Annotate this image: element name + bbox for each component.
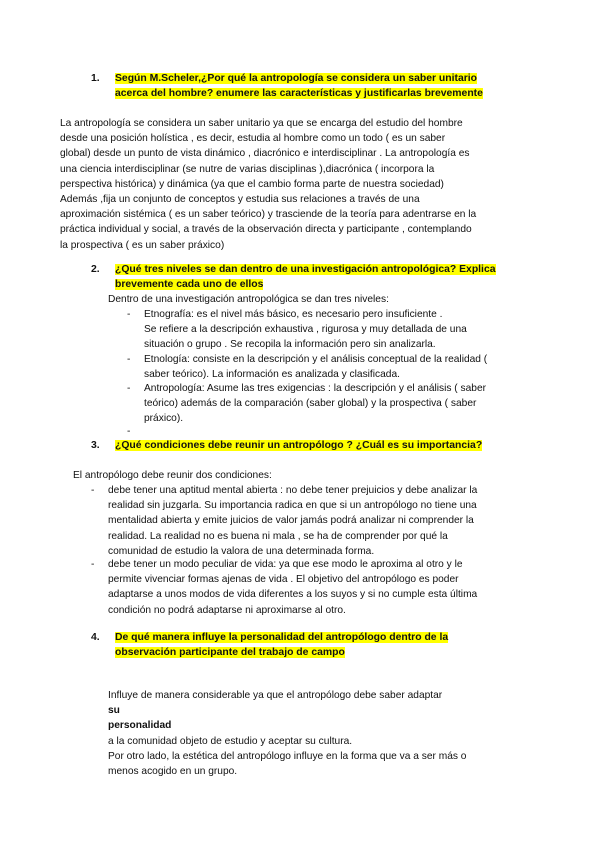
- answer-line: comunidad de estudio la valora de una determinada forma.: [108, 545, 375, 557]
- answer-line: una ciencia interdisciplinar (se nutre de varias disciplinas ),diacrónica ( incorpora la: [60, 163, 435, 175]
- question-4: [91, 630, 448, 660]
- answer-text: Influye de manera considerable ya que el antropólogo debe saber adaptar: [108, 690, 443, 701]
- question-text: De qué manera influye la personalidad del antropólogo dentro de la: [115, 632, 449, 643]
- bullet-dash: -: [91, 559, 95, 570]
- answer-line: teórico) además de la comparación (saber global) y la prospectiva ( saber: [144, 398, 477, 410]
- answer-line: Por otro lado, la estética del antropólogo influye en la forma que va a ser más o: [108, 750, 467, 762]
- answer-line: debe tener una aptitud mental abierta : no debe tener prejuicios y debe analizar la: [108, 485, 478, 496]
- bullet-dash: -: [127, 383, 131, 394]
- bullet-dash: -: [127, 309, 131, 320]
- answer-3-bullet-aptitud: [108, 483, 477, 559]
- answer-line: saber teórico). La información es analizada y clasificada.: [144, 369, 400, 381]
- answer-3-bullet-modo-vida: [108, 557, 477, 618]
- answer-line: global) desde un punto de vista dinámico , diacrónico e interdisciplinar . La antropología es: [60, 148, 470, 160]
- answer-line: realidad. La realidad no es buena ni mala , se ha de comprender por qué la: [108, 530, 448, 542]
- question-number: 2.: [91, 264, 100, 275]
- answer-2-bullet-etnografia: [144, 307, 467, 353]
- answer-line: Además ,fija un conjunto de conceptos y estudia sus relaciones a través de una: [60, 194, 420, 206]
- answer-line: desde una posición holística , es decir, estudia al hombre como un todo ( es un saber: [60, 133, 446, 145]
- answer-line: Dentro de una investigación antropológica se dan tres niveles:: [108, 294, 389, 305]
- answer-line: Etnografía: es el nivel más básico, es necesario pero insuficiente .: [144, 309, 443, 320]
- answer-line: realidad sin juzgarla. Su importancia radica en que si un antropólogo no tiene una: [108, 500, 477, 512]
- answer-line: Etnología: consiste en la descripción y el análisis conceptual de la realidad (: [144, 354, 488, 365]
- answer-line: la prospectiva ( es un saber práxico): [60, 239, 225, 251]
- answer-line: Se refiere a la descripción exhaustiva , rigurosa y muy detallada de una: [144, 324, 467, 336]
- answer-line: mentalidad abierta y emite juicios de valor jamás podrá analizar ni comprender la: [108, 515, 474, 527]
- answer-2-bullet-etnologia: [144, 352, 487, 382]
- answer-line: condición no podrá adaptarse ni aproximarse al otro.: [108, 604, 346, 616]
- answer-line: menos acogido en un grupo.: [108, 766, 238, 778]
- answer-line: perspectiva histórica) y dinámica (ya que el cambio forma parte de nuestra sociedad): [60, 178, 444, 190]
- answer-text: a la comunidad objeto de estudio y aceptar su cultura.: [108, 735, 353, 747]
- answer-line: permite vivenciar formas ajenas de vida . El objetivo del antropólogo es poder: [108, 574, 459, 586]
- bold-word: su: [108, 705, 120, 717]
- question-text: brevemente cada uno de ellos: [115, 279, 264, 291]
- answer-line: [108, 718, 466, 748]
- question-2: [91, 262, 496, 292]
- bold-word: personalidad: [108, 720, 172, 732]
- answer-line: práctica individual y social, a través de la observación directa y participante , contemplando: [60, 224, 472, 236]
- answer-4-paragraph: [108, 688, 466, 779]
- question-number: 3.: [91, 440, 100, 451]
- question-text: ¿Qué condiciones debe reunir un antropólogo ? ¿Cuál es su importancia?: [115, 440, 483, 451]
- answer-line: Antropología: Asume las tres exigencias : la descripción y el análisis ( saber: [144, 383, 487, 394]
- answer-line: [108, 688, 466, 718]
- question-number: 4.: [91, 632, 100, 643]
- bullet-dash: -: [91, 485, 95, 496]
- answer-1-paragraph: [60, 116, 476, 253]
- question-number: 1.: [91, 73, 100, 84]
- answer-line: adaptarse a unos modos de vida diferentes a los suyos y si no cumple esta última: [108, 589, 478, 601]
- answer-line: práxico).: [144, 413, 184, 425]
- question-1: [91, 71, 483, 101]
- answer-3-intro: [73, 468, 272, 483]
- answer-line: aproximación sistémica ( es un saber teórico) y trasciende de la teoría para adentrarse en la: [60, 209, 477, 221]
- answer-line: debe tener un modo peculiar de vida: ya que ese modo le aproxima al otro y le: [108, 559, 463, 570]
- question-text: ¿Qué tres niveles se dan dentro de una investigación antropológica? Explica: [115, 264, 496, 275]
- question-3: [91, 438, 482, 453]
- question-text: observación participante del trabajo de campo: [115, 647, 345, 659]
- bullet-dash: -: [127, 354, 131, 365]
- answer-2-bullet-antropologia: [144, 381, 486, 427]
- answer-line: El antropólogo debe reunir dos condiciones:: [73, 470, 272, 481]
- answer-2-intro: [108, 292, 389, 307]
- answer-line: La antropología se considera un saber unitario ya que se encarga del estudio del hombre: [60, 118, 463, 129]
- answer-line: situación o grupo . Se recopila la información pero sin analizarla.: [144, 339, 436, 351]
- question-text: Según M.Scheler,¿Por qué la antropología se considera un saber unitario: [115, 73, 478, 84]
- question-text: acerca del hombre? enumere las características y justificarlas brevemente: [115, 88, 483, 100]
- bullet-dash: -: [127, 426, 131, 437]
